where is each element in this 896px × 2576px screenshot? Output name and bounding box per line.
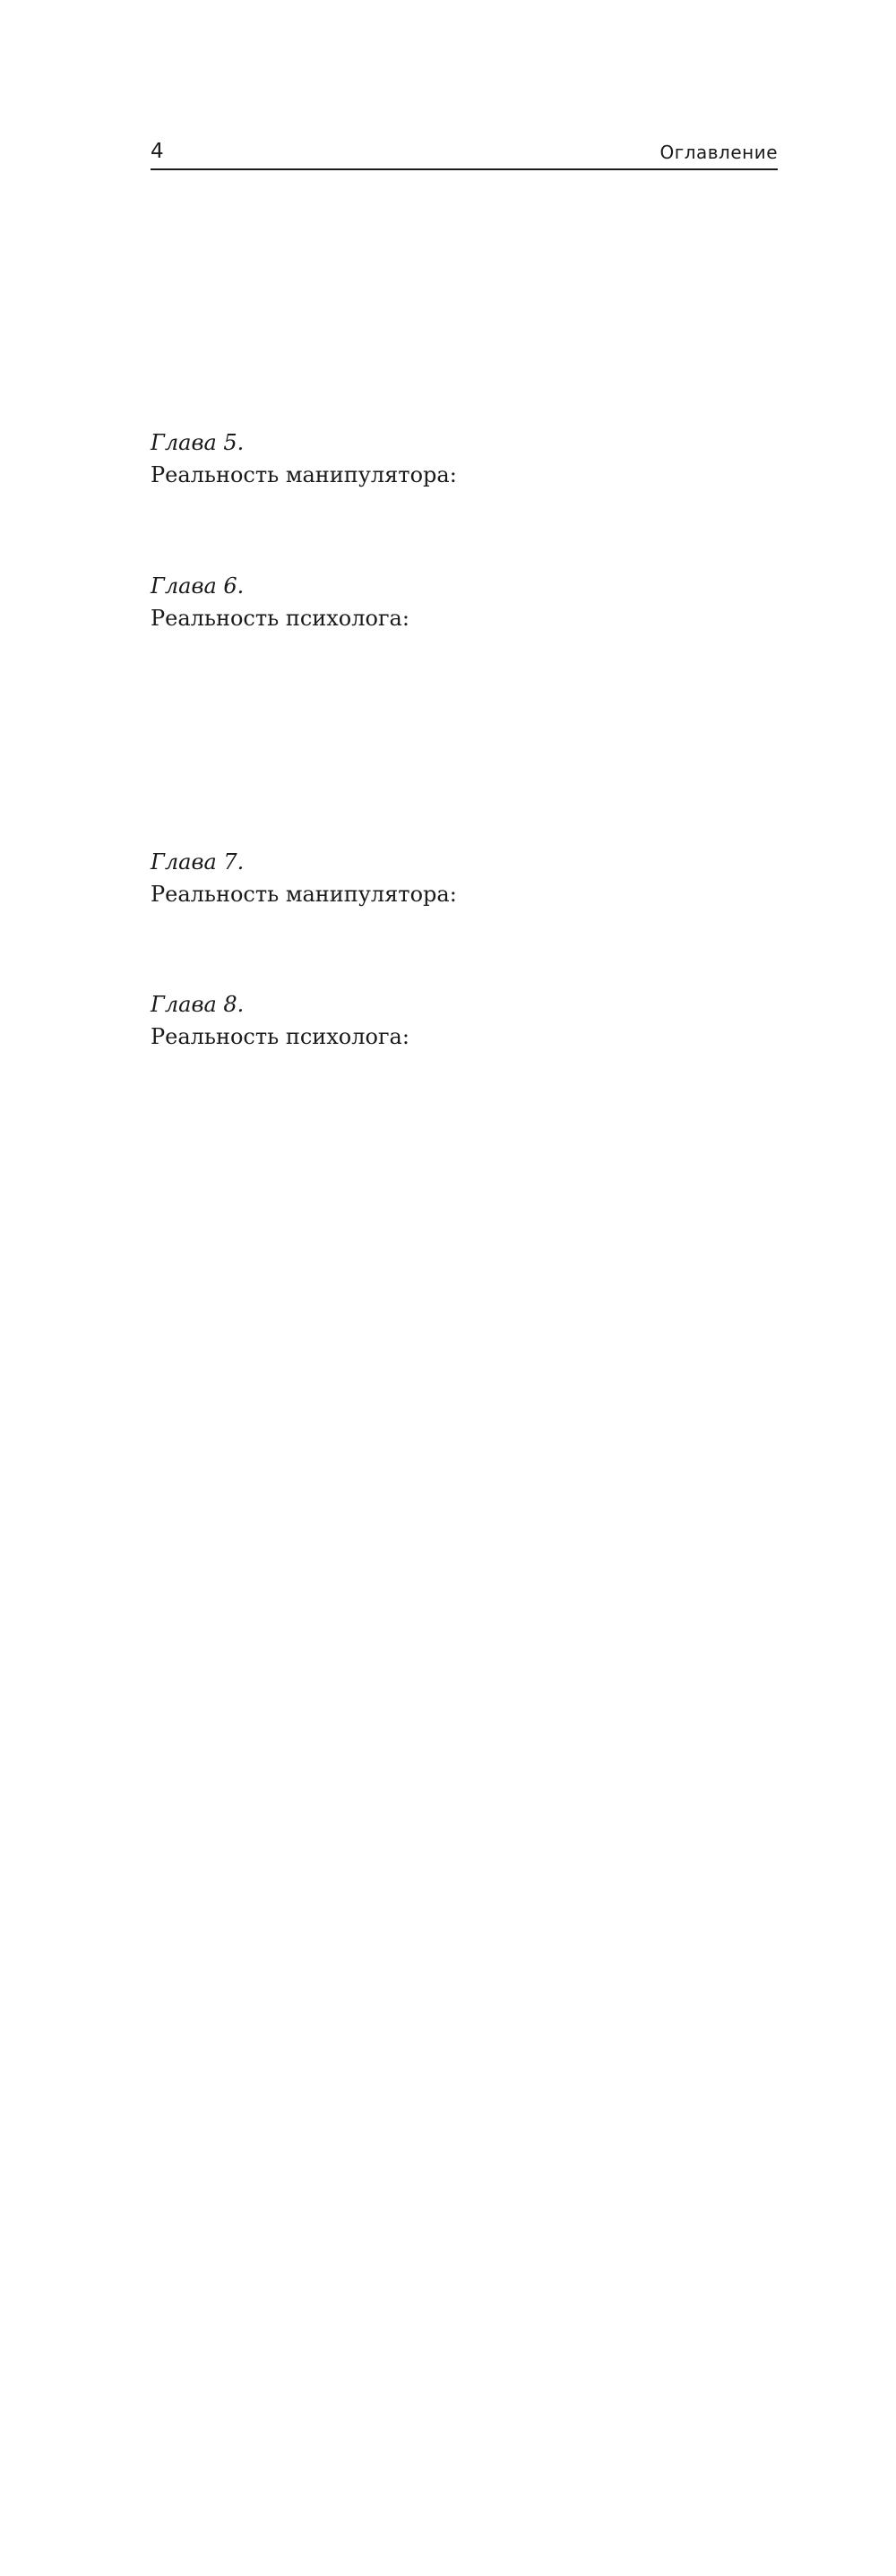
- toc-entry-section[interactable]: [182, 733, 778, 763]
- toc-entry-section[interactable]: [182, 1152, 778, 1183]
- chapter-title-line1: Реальность психолога:: [151, 606, 409, 631]
- page-number: 4: [151, 140, 164, 163]
- toc-entry-prinyatie[interactable]: [213, 314, 778, 345]
- toc-entry-page: [0, 1185, 778, 2576]
- chapter-label: Глава 8.: [151, 992, 245, 1017]
- toc-entry-section[interactable]: [182, 1119, 778, 1150]
- page-header: [151, 134, 778, 170]
- chapter-title-line1: Реальность манипулятора:: [151, 882, 457, 907]
- toc-entry-section[interactable]: [182, 700, 778, 730]
- toc-entry-depressiya[interactable]: [213, 281, 778, 312]
- toc-entry-chapter-7[interactable]: [151, 909, 778, 940]
- toc-entry-section[interactable]: [182, 1086, 778, 1116]
- toc-entry-vyhod[interactable]: [182, 348, 778, 378]
- running-title: Оглавление: [659, 142, 778, 163]
- chapter-title-line1: Реальность манипулятора:: [151, 462, 457, 487]
- chapter-label: Глава 5.: [151, 430, 245, 455]
- chapter-title-line1: Реальность психолога:: [151, 1024, 409, 1049]
- toc-entry-section[interactable]: [182, 667, 778, 697]
- toc-entry-gnev[interactable]: [213, 215, 778, 246]
- toc-entry-chapter-8[interactable]: [151, 1053, 778, 1083]
- chapter-label: Глава 6.: [151, 573, 245, 599]
- toc-entry-section[interactable]: [182, 1185, 778, 1216]
- toc-entry-torg[interactable]: [213, 248, 778, 279]
- toc-entry-chapter-5[interactable]: [151, 491, 778, 521]
- chapter-label: Глава 7.: [151, 849, 245, 874]
- toc-entry-section[interactable]: [182, 766, 778, 797]
- toc-entry-chapter-6[interactable]: [151, 633, 778, 664]
